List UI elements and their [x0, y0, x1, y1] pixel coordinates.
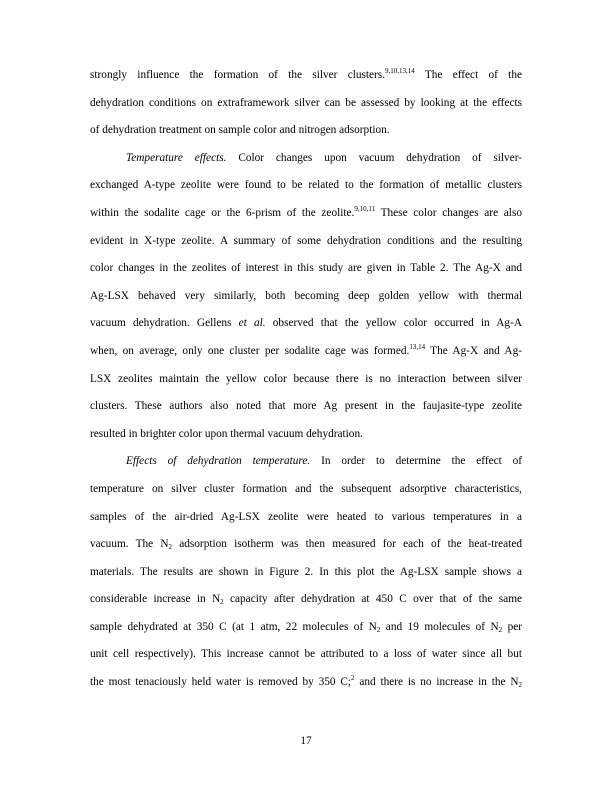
subscript: 2 [498, 625, 503, 634]
text-line [90, 62, 522, 90]
text-run: LSX zeolites maintain the yellow color because there is no interaction between silver [90, 372, 522, 385]
text-line [90, 255, 522, 283]
text-run: the most tenaciously held water is removed by 350 C; [90, 676, 352, 689]
text-line [90, 559, 522, 587]
text-line [90, 448, 522, 476]
citation-superscript: 9,10,11 [354, 204, 376, 213]
text-run: adsorption isotherm was then measured for each of the heat-treated [172, 538, 522, 551]
text-line [90, 366, 522, 394]
text-run: exchanged A-type zeolite were found to be related to the formation of metallic clusters [90, 179, 522, 192]
text-line [90, 90, 522, 118]
text-line [90, 200, 522, 228]
text-line [90, 172, 522, 200]
text-run: and there is no increase in the N [354, 676, 519, 689]
text-run: vacuum. The N [90, 538, 169, 551]
paragraph-1 [90, 62, 522, 145]
text-line [90, 228, 522, 256]
text-line [90, 310, 522, 338]
text-run: evident in X-type zeolite. A summary of some dehydration conditions and the resulting [90, 234, 522, 247]
text-run: dehydration conditions on extraframework silver can be assessed by looking at the effects [90, 96, 522, 109]
subscript: 2 [220, 598, 224, 607]
text-run: The effect of the [414, 69, 522, 81]
text-run: capacity after dehydration at 450 C over that of the same [223, 593, 522, 606]
subscript: 2 [168, 543, 173, 552]
text-line [90, 504, 522, 532]
text-line [90, 669, 522, 697]
text-line [90, 531, 522, 559]
page-number: 17 [300, 735, 312, 747]
subscript: 2 [518, 681, 523, 690]
text-run: clusters. These authors also noted that more Ag present in the faujasite-type zeolite [90, 400, 522, 413]
text-line [90, 338, 522, 366]
text-run: when, on average, only one cluster per sodalite cage was formed. [90, 344, 410, 357]
citation-superscript: 9,10,13,14 [385, 67, 415, 75]
section-heading: Effects of dehydration temperature. [126, 455, 311, 468]
text-run: color changes in the zeolites of interest in this study are given in Table 2. The Ag-X and [90, 262, 522, 275]
text-run: sample dehydrated at 350 C (at 1 atm, 22 molecules of N [90, 620, 377, 633]
italic-text: et al. [238, 317, 266, 330]
text-line [90, 641, 522, 669]
text-run: The Ag-X and Ag- [425, 344, 523, 357]
paragraph-3 [90, 448, 522, 696]
text-run: unit cell respectively). This increase cannot be attributed to a loss of water since all but [90, 648, 522, 661]
text-run: temperature on silver cluster formation and the subsequent adsorptive characteristics, [90, 482, 522, 495]
text-line [90, 614, 522, 642]
citation-superscript: 2 [351, 674, 355, 683]
text-run: resulted in brighter color upon thermal vacuum dehydration. [90, 427, 363, 440]
text-run: samples of the air-dried Ag-LSX zeolite were heated to various temperatures in a [90, 510, 522, 523]
text-run: within the sodalite cage or the 6-prism of the zeolite. [90, 206, 355, 219]
text-run: In order to determine the effect of [310, 455, 522, 468]
text-run: Color changes upon vacuum dehydration of silver- [226, 151, 522, 164]
text-run: considerable increase in N [90, 593, 221, 606]
text-line [90, 117, 522, 145]
paragraph-2 [90, 145, 522, 449]
section-heading: Temperature effects. [126, 151, 227, 164]
text-run: vacuum dehydration. Gellens [90, 317, 239, 330]
text-run: Ag-LSX behaved very similarly, both becoming deep golden yellow with thermal [90, 289, 522, 302]
text-run: materials. The results are shown in Figure 2. In this plot the Ag-LSX sample shows a [90, 565, 522, 578]
subscript: 2 [376, 625, 381, 634]
text-line [90, 476, 522, 504]
text-line [90, 145, 522, 173]
body-text [90, 62, 522, 697]
text-line [90, 421, 522, 449]
text-run: of dehydration treatment on sample color and nitrogen adsorption. [90, 124, 390, 137]
text-run: per [502, 620, 522, 633]
text-line [90, 393, 522, 421]
citation-superscript: 13,14 [409, 342, 426, 351]
text-run: These color changes are also [375, 206, 522, 219]
text-run: and 19 molecules of N [380, 620, 499, 633]
text-run: strongly influence the formation of the silver clusters. [90, 69, 386, 81]
text-line [90, 586, 522, 614]
text-run: observed that the yellow color occurred in Ag-A [265, 317, 522, 330]
text-line [90, 283, 522, 311]
